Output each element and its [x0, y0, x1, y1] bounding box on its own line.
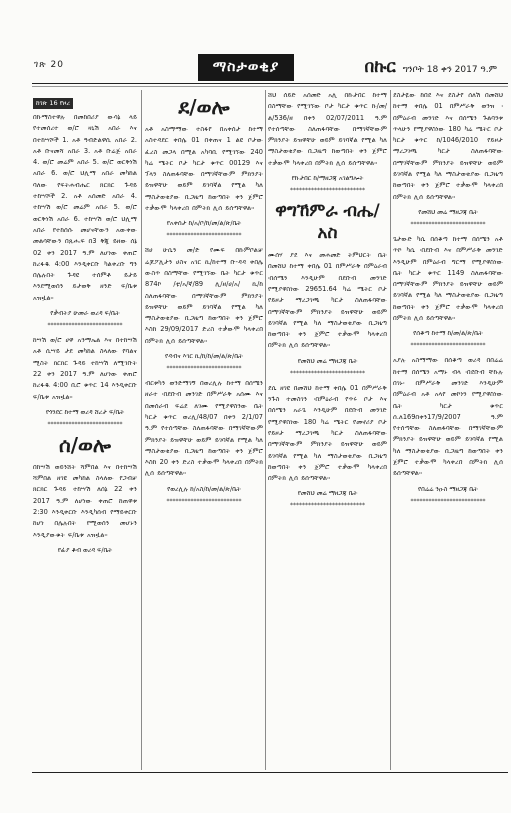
notice-text: ብርቱካን ወንድማገኝ በወረሊሉ ከተማ በሰሜን ዘራተ ፡በደቡብ መንገድ በምሥራቅ አሰሙ እና በመሰራብ ፍሬደ ለገሙ የሚያዋስንው ቤት ካርታ ቁጥር ወረሊ/48/07 በቀን 2/1/07 ዓ.ም የተሰጣቸው ስለጠፋባቸው በማገኛቸውም ምክንያት ይዝዋቸሁ ወይም ይገባኛል የሚል ካለ ማስታወቂያው ቢጋዜጣ ከወጣበት ቀን ጀምሮ እስከ 20 ቀን ድረስ ተቃውሞ ካላቀረበ በምትክ ሊሰ ይሰጣቸዋል።: [145, 379, 263, 478]
separator: *************************: [290, 502, 365, 510]
notice-text: ሸህ ሰይድ አሰመድ አሊ በኩታበር ከተማ በስማቸው የሚገኘው ቦታ ካርታ ቁጥር ኩ/መ/ል/536/ዘ በቀን 02/07/2011 ዓ.ም የተሰጣቸው ስለጠፋባቸው በማገኛቸውም ምክንያት ይዝዋቸሁ ወይም ይገባኛል የሚል ካለ ማስታወቂያው ቢጋዜጣ ከወጣበት ቀን ጀምሮ ተቃውሞ ካላቀረበ በምትክ ሊሰ ይሰጣቸዋል።: [268, 91, 387, 167]
notice-signature: የበሬሬ ንዑስ ማዘጋጃ ቤት: [418, 484, 478, 493]
column-1: [33, 90, 137, 555]
notice-signature: የሰቆጣ ከተማ ከ/መ/ል/ጽ/ቤት: [413, 329, 483, 338]
notice-text: ከሣሽ ወ/ሮ ሀዋ አንማኤል እና በተከሣሽ አቶ ሲሣይ ታደ መካከል ስላለው የባልና ሚስት ክርክር ጉዳይ ተከሣሽ ለሚገቡት 22 ቀን 2017 ዓ.ም ለሆነው ቀጠሮ ከረፋዱ 4:00 ቢሮ ቁጥር 14 እንዲቀርቡ ፍ/ቤቱ አዝዟል።: [33, 336, 137, 401]
separator: *************************: [290, 369, 365, 377]
separator: *************************: [290, 187, 365, 195]
notice-signature: የአቀሰታ ከ/አ/ቦ/ከ/መ/ል/ጽ/ቤት: [166, 219, 242, 228]
column-divider: [390, 90, 391, 770]
paper-info: [365, 57, 498, 77]
page-number: ገጽ 20: [34, 60, 65, 70]
column-divider: [141, 90, 142, 770]
column-4: [393, 90, 503, 511]
header-rule: [32, 83, 508, 84]
notice-signature: የጎንደር ከተማ ወረዳ ሸረታ ፍ/ቤት: [45, 407, 125, 416]
notice-signature: የቃብትያ ሁመራ ወረዳ ፍ/ቤት: [50, 309, 120, 318]
column-2: [145, 90, 263, 511]
notice-signature: የመሸህ መሬ ማዘጋጃ ቤት: [297, 489, 358, 498]
notice-text: ሸሀ ሁሴን መ/ድ የሙፍ በኩምቦልቻ ሬጆፖሊታን ሀስና አገር ኪ/ከተማ ቡ-ዳዳ ቀበሌ ውስጥ በስማቸው የሚገኘው ቤት ካርታ ቁጥር 874ኮ /ቲ/አ/ኛ/89 ሊ/ዘ/ሀ/አ/ ኪ/ከ ስለጠፋባቸው በማገኛቸውም ምክንያት ይዝዋቸሁ ወይም ይገባኛል የሚል ካለ ማስታወቂያው ቢጋዜጣ ከወጣበት ቀን ጀምሮ እስከ 29/09/2017 ድረስ ተቃውሞ ካላቀረበ በምትክ ሊሰ ይሰጣቸዋል።: [145, 246, 263, 345]
notice-signature: የፊያ ቆብ ወረዳ ፍ/ቤት: [57, 545, 113, 554]
separator: *************************: [166, 232, 242, 240]
notice-signature: የኩታበር ከ/ማዘጋጃ አገልግሎት: [291, 174, 364, 183]
notice-text: አቶ አስማማው ተስፋየ በአቀሰታ ከተማ አስተዳደር ቀበሌ 01 በቀጠና 1 ልዩ ቦታው ፈረስ መጋላ በሚል አካባቢ የሚገኘው 240 ካሬ ሜትር ቦታ ካርታ ቁጥር 00129 እና ፕላን ስለጠፋባቸው በማገኛቸውም ምክንያት ይዝዋቸሁ ወይም ይገባኛል የሚል ካለ ማስታወቂያው ቢጋዜጣ ከወጣበት ቀን ጀምሮ ተቃውሞ ካላቀረበ በምትክ ሊሰ ይሰጣቸዋል።: [145, 125, 263, 213]
column-divider: [265, 90, 266, 770]
notice-signature: የዳብና እገር ኪ/ከ/ከ/መ/ል/ጽ/ቤት: [165, 352, 243, 361]
continued-tag: ከገጽ 16 የዞረ: [33, 98, 73, 109]
separator: *************************: [410, 342, 486, 350]
footer-rule: [32, 772, 508, 773]
separator: *************************: [166, 497, 242, 505]
section-masthead: ማስታወቂያ: [198, 54, 294, 81]
separator: *************************: [47, 322, 123, 330]
notice-text: ደሴ ዘገዩ በመሸህ ከተማ ቀበሌ 01 በምሥራቅ ንጉስ ተመስገን ፡በምዕራብ የጥሩ ቦታ እና በሰሜን አራጌ እንዲሁም በደቡብ መንገድ የሚያዋስነው 180 ካሬ ሜትር የመኖሪያ ቦታ የይዞታ ማረጋገጫ ካርታ ስለጠፋባቸው በማገኛቸውም ምክንያት ይዝዋቸሁ ወይም ይገባኛል የሚል ካለ ማስታወቂያው ቢጋዜጣ ከወጣበት ቀን ጀምሮ ተቃውሞ ካላቀረበ በምትክ ሊሰ ይሰጣቸዋል።: [268, 383, 387, 483]
notice-text: በኩማስተዋሉ በመከበሪያ ውሳኔ ላይ የተመሰረተ ወ/ሮ ዛኒሽ አበራ እና በተከሣሾች 1. አቶ ዓብድልዋሲ አበራ 2. አቶ ቡናመሻ አበራ 3. አቶ ቡሬጅ አበራ 4. ወ/ሮ መሬም አበራ 5. ወ/ሮ ወርቅነሽ አበራ 6. ወ/ሮ ህሊማ አበራ መካከል ባለው የፍትሐብሔር ክርክር ጉዳይ ተከሣሾች 2. አቶ አሰመድ አበራ 4. ተከሣሽ ወ/ሮ መሬም አበራ 5. ወ/ሮ ወርቅነሽ አበራ 6. ተከሣሽ ወ/ሮ ህሊማ አበራ የተከሰሱ መሆናቸውን አውቀው መልሳቸውን በጹሑፍ በ3 ቅጂ ይዘው ሰኔ 02 ቀን 2017 ዓ.ም ለሆነው ቀጠሮ ከረፋዱ 4:00 እንዲቀርቡ ካልቀረቡ ግን በሌሉበት ጉዳዩ ተሰምቶ ይታይ እንደሚወሰን ይታወቅ ዘንድ ፍ/ቤቱ አዝዟል።: [33, 113, 137, 302]
notice-signature: የመሸህ መሬ ማዘጋጃ ቤት: [297, 356, 358, 365]
notice-text: ደስታዬው ከበደ እና ደስታየ ሰለሽ በመሸህ ከተማ ቀበሌ 01 በምሥራቅ ወንዝ ፡በምዕራብ መንገድ እና በሰሜን ጉልባንቱ ጥላሁን የሚያዋስነው 180 ካሬ ሜትር ቦታ ካርታ ቁጥር ከ/1046/2010 የይዞታ ማረጋገጫ ካርታ ስለጠፋባቸው በማገኛቸውም ምክንያት ይዝዋቸሁ ወይም ይገባኛል የሚል ካለ ማስታወቂያው ቢጋዜጣ ከወጣበት ቀን ጀምሮ ተቃውሞ ካላቀረበ በምትክ ሊሰ ይሰጣቸዋል።: [393, 91, 503, 201]
section-heading: ዋግኸምራ ብሔ/አስ: [275, 201, 380, 244]
separator: *************************: [410, 220, 486, 228]
notice-signature: የወረሊሉ ከ/አስ/ከ/መ/ል/ጽ/ቤት: [167, 484, 241, 493]
issue-date: ግንቦት 18 ቀን 2017 ዓ.ም: [402, 65, 497, 75]
separator: *************************: [47, 420, 123, 428]
notice-text: በከሣሽ ወይንሸት ሻምበል እና በተከሣሽ ሻምበል ዘገዩ መካከል ስላለው የጋብቻ ክርክር ጉዳይ ተከሣሽ ለሰኔ 22 ቀን 2017 ዓ.ም ለሆነው ቀጠሮ ከጠዋቱ 2:30 እንዲቀርቡ እንዲካሰብ የማይቀርቡ ከሆነ በሌሉበት የሚወሰን መሆኑን እንዲያውቁት ፍ/ቤቱ አዝዟል።: [33, 462, 137, 539]
header-rule-thin: [32, 86, 508, 87]
notice-text: አያሉ አስማማው በሰቆጣ ወረዳ በበሬሬ ከተማ በሰሜን አማኑ ብላ ፡በደቡብ ቸኩሉ በገኑ፡ በምሥራቅ መንገድ እንዲሁም በምዕራብ አቶ አላየ መኮነን የሚያዋስነው ቤት ካርታ ቁጥር ሰ.ለ169በቀን17/9/2007 ዓ.ም የተሰጣቸው ስለጠፋባቸው በማገኛቸውም ምክንያት ይዝዋቸሁ ወይም ይገባኛል የሚል ካለ ማስታወቂያው ቢጋዜጣ ከወጣበት ቀን ጀምሮ ተቃውሞ ካላቀረበ በምትክ ሊሰ ይሰጣቸዋል።: [393, 356, 503, 478]
section-heading: ሰ/ወሎ: [58, 432, 112, 457]
paper-name: በኩር: [364, 57, 396, 77]
separator: *************************: [410, 497, 486, 505]
notice-text: ሙሰሃ ያደ እና መሐመድ ትምህርት ቤት በመሸህ ከተማ ቀበሌ 01 በምሥራቅ በምዕራብ ፡በሰሜን እንዲሁም በደቡብ መንገድ የሚያዋስነው 29651.64 ካሬ ሜትር ቦታ የይዞታ ማረጋገጫ ካርታ ስለጠፋባቸው በማገኛቸውም ምክንያት ይዝዋቸሁ ወይም ይገባኛል የሚል ካለ ማስታወቂያው ቢጋዜጣ ከወጣበት ቀን ጀምሮ ተቃውሞ ካላቀረበ በምትክ ሊሰ ይሰጣቸዋል።: [268, 251, 387, 350]
notice-signature: የመሸህ መሬ ማዘጋጃ ቤት: [418, 207, 478, 216]
column-3: [268, 90, 387, 515]
section-heading: ደ/ወሎ: [178, 95, 230, 119]
notice-text: ጌታውድ ካሴ በሰቆጣ ከተማ በሰሜን አቶ ጥኮ ካሴ ፡በደቡብ እና በምሥራቅ መንገድ እንዲሁም በምዕራብ ግርማ የሚያዋስነው ቤት ካርታ ቁጥር 1149 ስለጠፋባቸው በማገኛቸውም ምክንያት ይዝዋቸሁ ወይም ይገባኛል የሚል ካለ ማስታወቂያው ቢጋዜጣ ከወጣበት ቀን ጀምሮ ተቃውሞ ካላቀረበ በምትክ ሊሰ ይሰጣቸዋል።: [393, 234, 503, 323]
separator: *************************: [166, 365, 242, 373]
